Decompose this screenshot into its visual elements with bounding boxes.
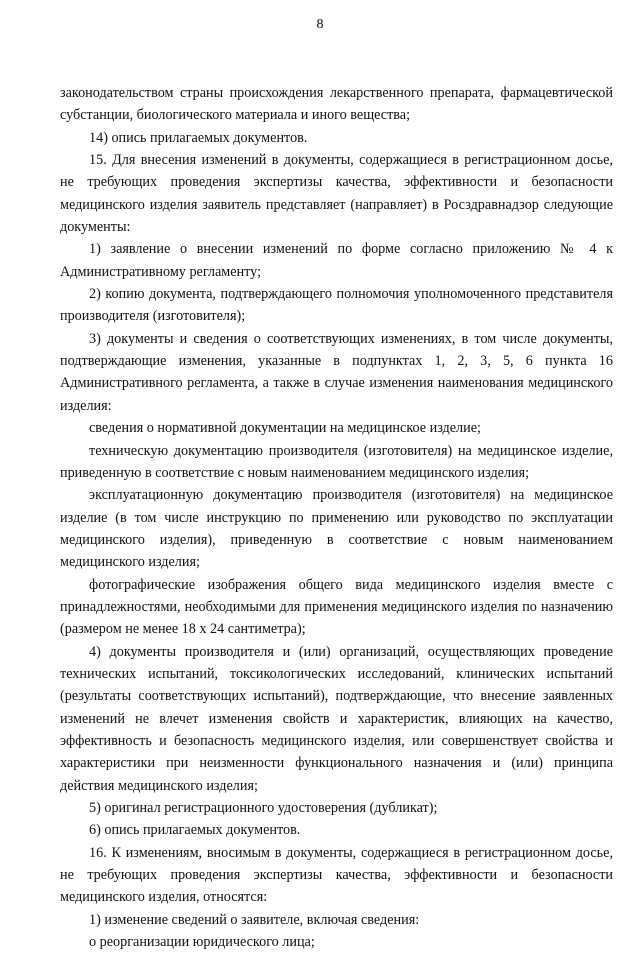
paragraph-operational-docs: эксплуатационную документацию производителя (изготовителя) на медицинское изделие (в том числе инструкцию по применению или руководство по эксплуатации медицинского изделия), приведенную в соответствие с новым наименованием медицинского изделия; [60, 487, 613, 571]
page-number: 8 [316, 17, 324, 32]
paragraph-continuation: законодательством страны происхождения лекарственного препарата, фармацевтической субстанции, биологического материала и иного вещества; [60, 85, 613, 124]
paragraph-technical-docs: техническую документацию производителя (изготовителя) на медицинское изделие, приведенную в соответствие с новым наименованием медицинского изделия; [60, 442, 613, 481]
paragraph-item-1-applicant: 1) изменение сведений о заявителе, включая сведения: [89, 911, 420, 928]
paragraph-item-1: 1) заявление о внесении изменений по форме согласно приложению № 4 к Административному регламенту; [60, 241, 613, 280]
paragraph-item-5: 5) оригинал регистрационного удостоверения (дубликат); [89, 800, 438, 816]
paragraph-item-3: 3) документы и сведения о соответствующих изменениях, в том числе документы, подтверждающие изменения, указанные в подпунктах 1, 2, 3, 5, 6 пункта 16 Административного регламента, а также в случае изменения наименования медицинского изделия: [60, 330, 613, 414]
document-body [60, 82, 613, 953]
paragraph-item-2: 2) копию документа, подтверждающего полномочия уполномоченного представителя производителя (изготовителя); [60, 286, 613, 325]
paragraph-normative-docs: сведения о нормативной документации на медицинское изделие; [89, 420, 481, 437]
paragraph-reorganization: о реорганизации юридического лица; [89, 934, 315, 951]
paragraph-section-16: 16. К изменениям, вносимым в документы, содержащиеся в регистрационном досье, не требующих проведения экспертизы качества, эффективности и безопасности медицинского изделия, относятся: [60, 844, 613, 906]
paragraph-item-4: 4) документы производителя и (или) организаций, осуществляющих проведение технических испытаний, токсикологических исследований, клинических испытаний (результаты соответствующих испытаний), подтверждающие, что внесение заявленных изменений не влечет изменения свойств и характеристик, влияющих на качество, эффективность и безопасность медицинского изделия, или совершенствует свойства и характеристики при неизменности функционального назначения и (или) принципа действия медицинского изделия; [60, 643, 613, 794]
paragraph-section-15: 15. Для внесения изменений в документы, содержащиеся в регистрационном досье, не требующих проведения экспертизы качества, эффективности и безопасности медицинского изделия заявитель представляет (направляет) в Росздравнадзор следующие документы: [60, 152, 613, 236]
paragraph-item-14: 14) опись прилагаемых документов. [89, 129, 308, 146]
paragraph-item-6: 6) опись прилагаемых документов. [89, 822, 301, 839]
paragraph-photographs: фотографические изображения общего вида медицинского изделия вместе с принадлежностями, необходимыми для применения медицинского изделия по назначению (размером не менее 18 х 24 сантиметра); [60, 576, 613, 638]
